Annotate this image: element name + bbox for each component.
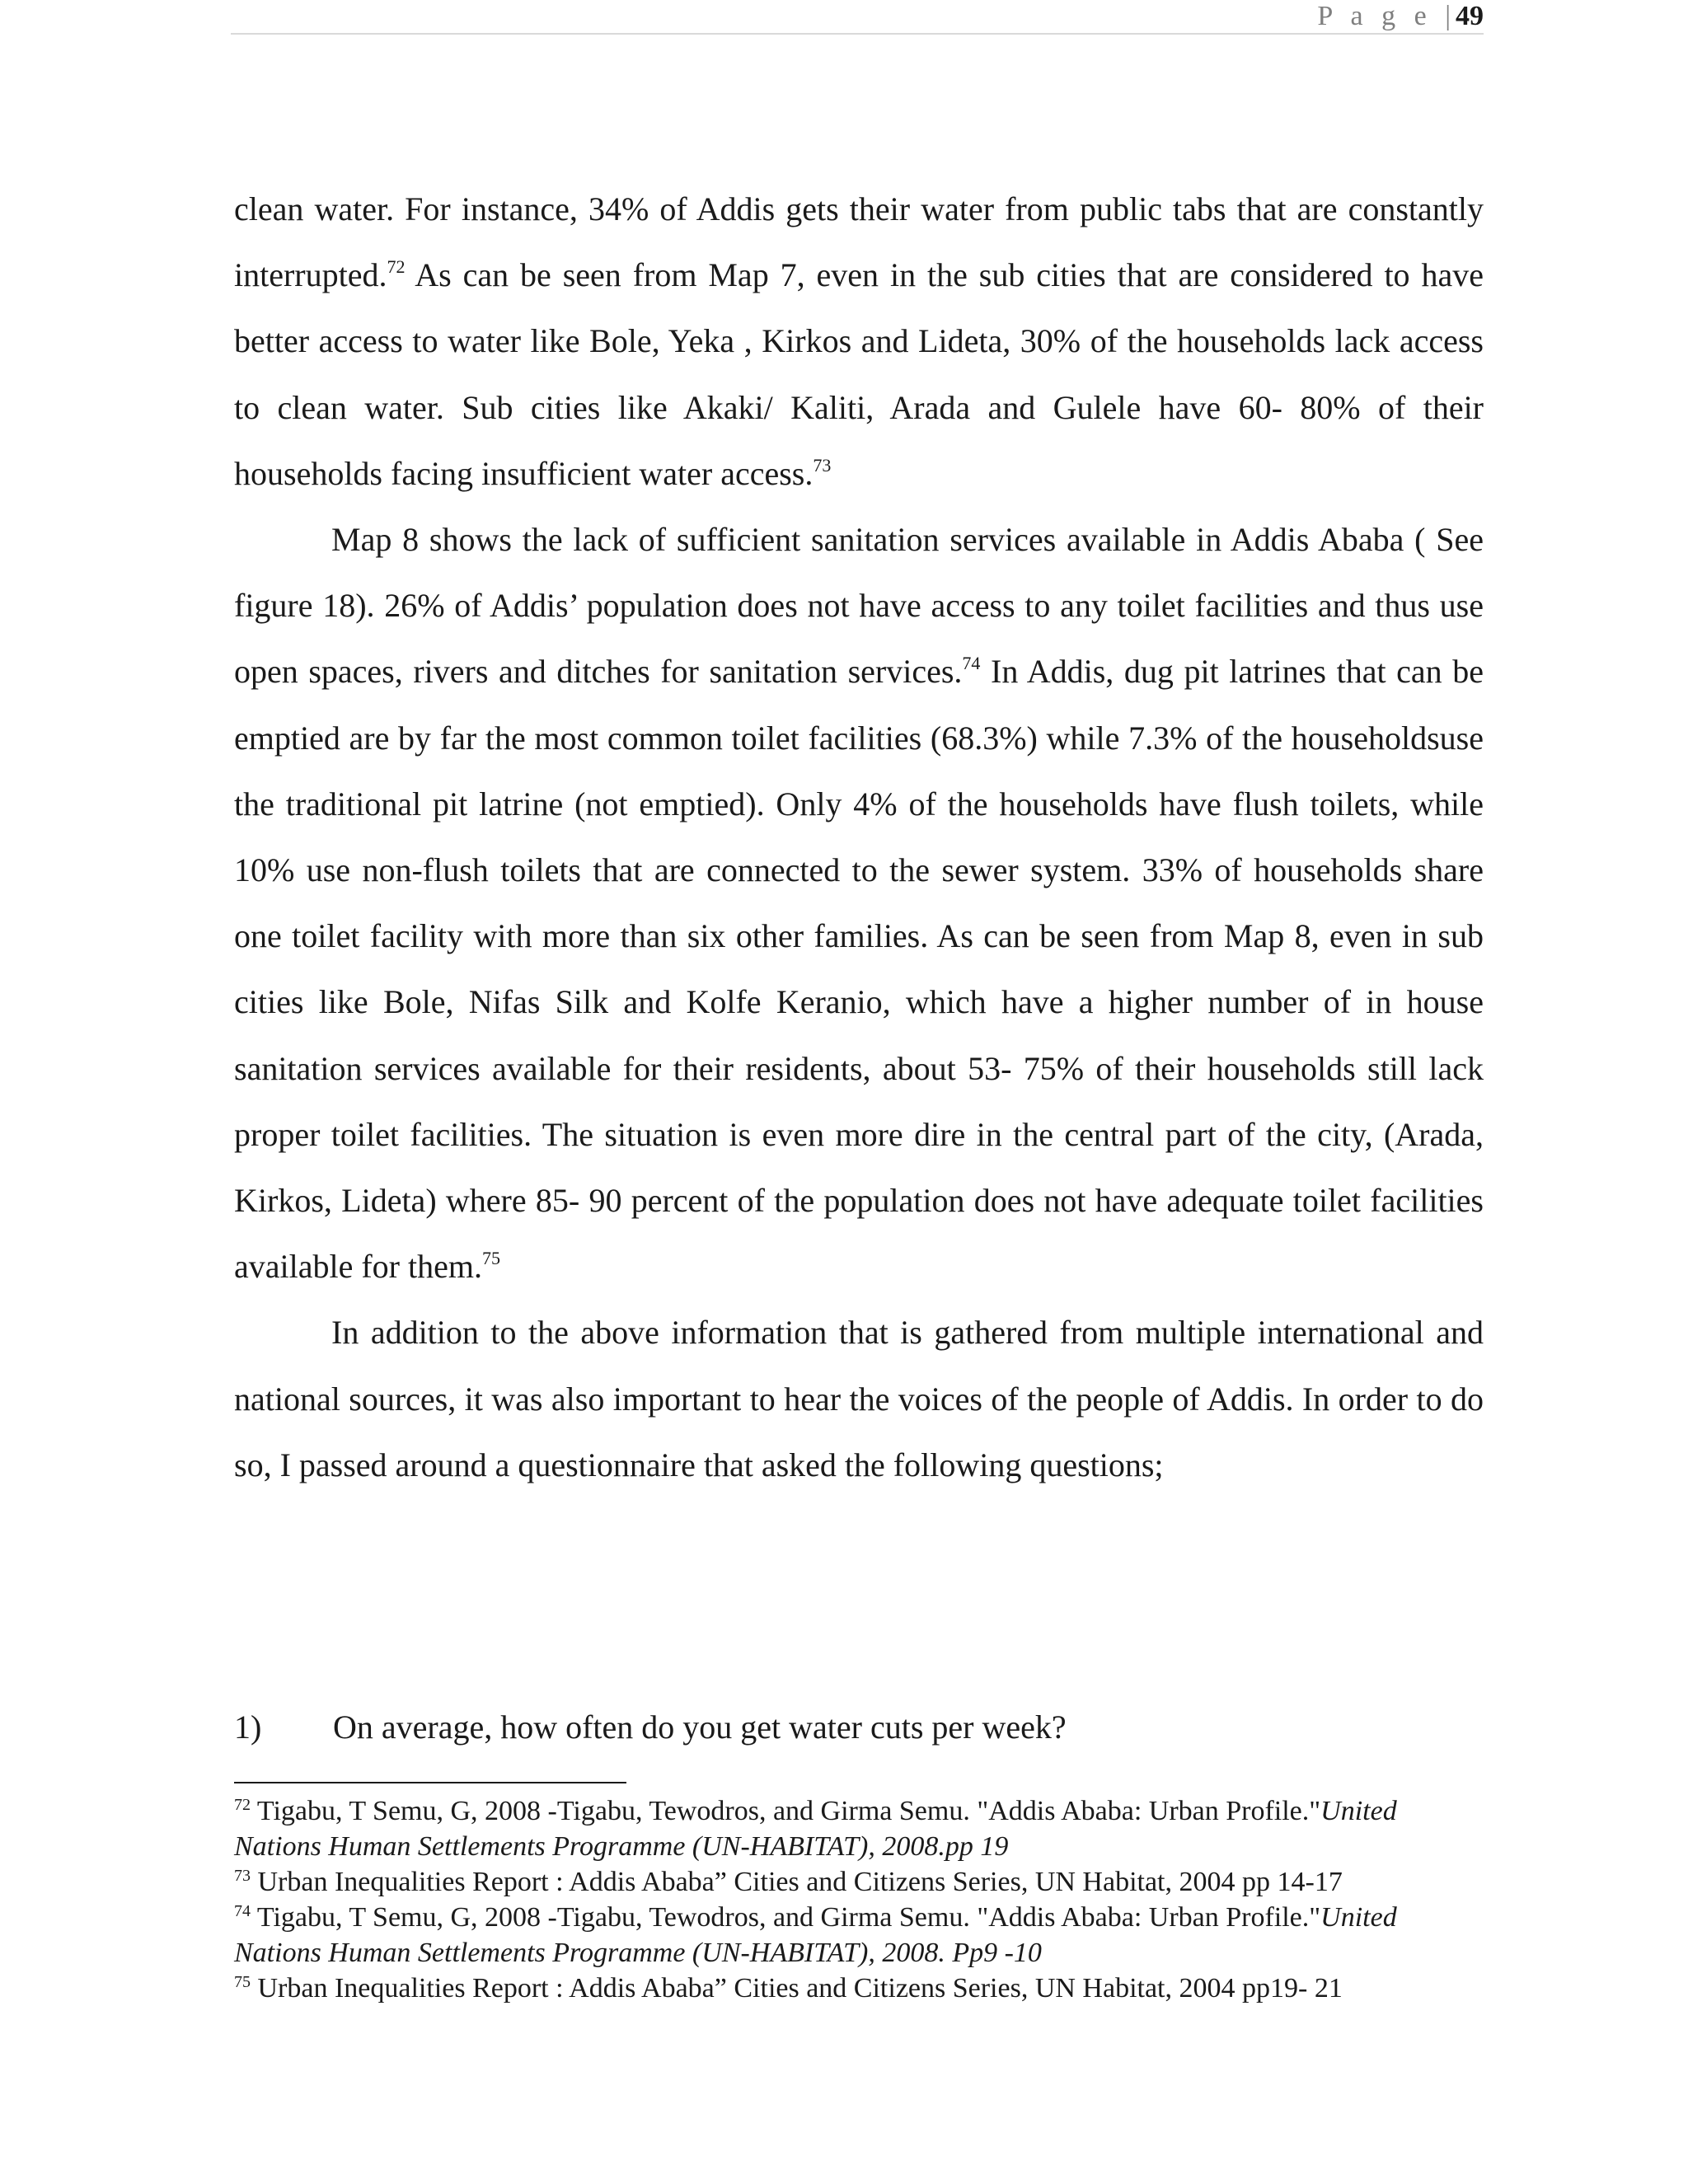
footnote <box>234 1793 1487 1864</box>
footnote <box>234 1864 1487 1900</box>
body-text <box>234 176 1484 1498</box>
page-number: 49 <box>1456 1 1484 31</box>
paragraph-questionnaire: In addition to the above information that is gathered from multiple international and national sources, it was also important to hear the voices of the people of Addis. In order to do so, I passed around a questionnaire that asked the following questions; <box>234 1314 1484 1483</box>
footnote <box>234 1900 1487 1971</box>
footnote-text: Urban Inequalities Report : Addis Ababa” Cities and Citizens Series, UN Habitat, 2004 pp19- 21 <box>251 1973 1343 2004</box>
question-number: 1) <box>234 1708 262 1746</box>
paragraph-sanitation <box>234 507 1484 1300</box>
footnote-italic-text: United Nations Human Settlements Programme (UN-HABITAT), 2008.pp 19 <box>234 1796 1397 1862</box>
question-item <box>234 1694 1067 1760</box>
paragraph-text: clean water. For instance, 34% of Addis gets their water from public tabs that are constantly interrupted. <box>234 190 1484 294</box>
footnote-italic-text: United Nations Human Settlements Programme (UN-HABITAT), 2008. Pp9 -10 <box>234 1902 1397 1968</box>
paragraph-text: In Addis, dug pit latrines that can be emptied are by far the most common toilet facilities (68.3%) while 7.3% of the householdsuse the traditional pit latrine (not emptied). Only 4% of the households have flush toilets, while 10% use non-flush toilets that are connected to the sewer system. 33% of households share one toilet facility with more than six other families. As can be seen from Map 8, even in sub cities like Bole, Nifas Silk and Kolfe Keranio, which have a higher number of in house sanitation services available for their residents, about 53- 75% of their households still lack proper toilet facilities. The situation is even more dire in the central part of the city, (Arada, Kirkos, Lideta) where 85- 90 percent of the population does not have adequate toilet facilities available for them. <box>234 653 1484 1286</box>
footnote-number: 73 <box>234 1867 251 1885</box>
footnotes <box>234 1793 1487 2006</box>
footnote-text: Urban Inequalities Report : Addis Ababa” Cities and Citizens Series, UN Habitat, 2004 pp 14-17 <box>251 1867 1343 1897</box>
footnote-number: 72 <box>234 1796 251 1814</box>
footnote-ref: 74 <box>962 653 981 674</box>
footnote-ref: 72 <box>387 256 406 278</box>
question-text: On average, how often do you get water cuts per week? <box>333 1708 1067 1746</box>
paragraph-text: As can be seen from Map 7, even in the sub cities that are considered to have better access to water like Bole, Yeka , Kirkos and Lideta, 30% of the households lack access to clean water. Sub cities like Akaki/ Kaliti, Arada and Gulele have 60- 80% of their households facing insufficient water access. <box>234 256 1484 492</box>
paragraph-water-access <box>234 176 1484 507</box>
footnote-text: Tigabu, T Semu, G, 2008 -Tigabu, Tewodros, and Girma Semu. "Addis Ababa: Urban Profile." <box>251 1796 1321 1826</box>
footnote-number: 74 <box>234 1902 251 1920</box>
paragraph-text: Map 8 shows the lack of sufficient sanitation services available in Addis Ababa ( See figure 18). 26% of Addis’ population does not have access to any toilet facilities and thus use open spaces, rivers and ditches for sanitation services. <box>234 521 1484 691</box>
footnote-text: Tigabu, T Semu, G, 2008 -Tigabu, Tewodros, and Girma Semu. "Addis Ababa: Urban Profile." <box>251 1902 1321 1933</box>
footnote <box>234 1971 1487 2006</box>
page-header <box>231 0 1484 35</box>
footnote-separator <box>234 1782 626 1783</box>
footnote-number: 75 <box>234 1973 251 1991</box>
footnote-ref: 73 <box>813 454 832 476</box>
footnote-ref: 75 <box>481 1248 500 1269</box>
page-number-label: P a g e | 49 <box>1317 1 1484 31</box>
page-word: P a g e <box>1317 1 1432 31</box>
